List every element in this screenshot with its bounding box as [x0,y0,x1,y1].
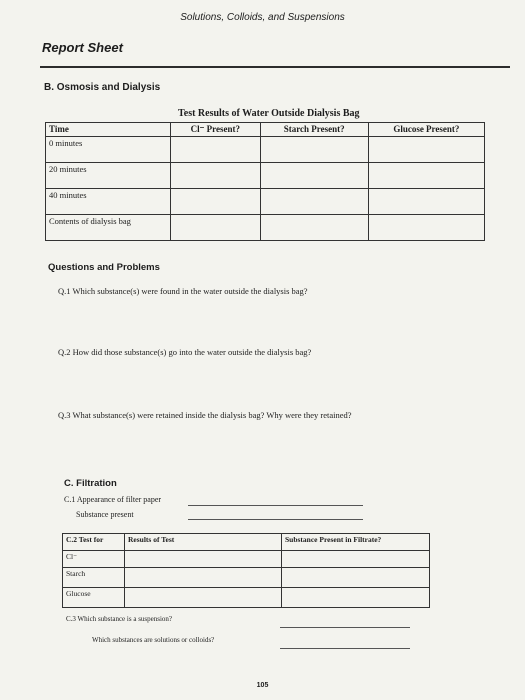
answer-cell[interactable] [125,588,282,608]
filtration-table [62,533,430,608]
report-sheet-title: Report Sheet [42,40,123,55]
table-row [46,189,485,215]
question-2: Q.2 How did those substance(s) go into the water outside the dialysis bag? [58,347,312,357]
answer-cell[interactable] [260,137,368,163]
table-row [63,568,430,588]
header-starch: Starch Present? [260,123,368,137]
c1-answer-line[interactable] [188,505,363,506]
answer-cell[interactable] [171,137,261,163]
c1-substance-line[interactable] [188,519,363,520]
answer-cell[interactable] [368,189,484,215]
answer-cell[interactable] [260,215,368,241]
row-label: Cl⁻ [63,551,125,568]
answer-cell[interactable] [260,163,368,189]
question-3: Q.3 What substance(s) were retained inside the dialysis bag? Why were they retained? [58,410,352,420]
table-row [46,163,485,189]
answer-cell[interactable] [171,215,261,241]
row-label: Starch [63,568,125,588]
answer-cell[interactable] [282,568,430,588]
answer-cell[interactable] [171,189,261,215]
answer-cell[interactable] [125,568,282,588]
c1-prompt: C.1 Appearance of filter paper [64,495,162,504]
row-label: Glucose [63,588,125,608]
questions-title: Questions and Problems [48,262,160,273]
section-c-title: C. Filtration [64,478,117,489]
table-row [63,551,430,568]
header-time: Time [46,123,171,137]
header-test-for: C.2 Test for [63,534,125,551]
c3-solutions-line[interactable] [280,648,410,649]
table-header-row [46,123,485,137]
row-label: Contents of dialysis bag [46,215,171,241]
row-label: 20 minutes [46,163,171,189]
answer-cell[interactable] [125,551,282,568]
title-rule [40,66,510,68]
c3-answer-line[interactable] [280,627,410,628]
answer-cell[interactable] [171,163,261,189]
c3-prompt: C.3 Which substance is a suspension? [66,615,173,623]
answer-cell[interactable] [368,137,484,163]
c1-substance-prompt: Substance present [76,510,134,519]
answer-cell[interactable] [282,588,430,608]
answer-cell[interactable] [282,551,430,568]
page-number: 105 [256,682,269,689]
chapter-header: Solutions, Colloids, and Suspensions [180,12,345,23]
table-row [46,215,485,241]
answer-cell[interactable] [368,215,484,241]
dialysis-table-title: Test Results of Water Outside Dialysis Bag [178,108,360,119]
header-results: Results of Test [125,534,282,551]
dialysis-results-table [45,122,485,241]
table-row [46,137,485,163]
answer-cell[interactable] [260,189,368,215]
c3-solutions-prompt: Which substances are solutions or colloids? [92,636,215,644]
table-row [63,588,430,608]
header-cl: Cl⁻ Present? [171,123,261,137]
question-1: Q.1 Which substance(s) were found in the water outside the dialysis bag? [58,286,308,296]
answer-cell[interactable] [368,163,484,189]
table-header-row [63,534,430,551]
header-filtrate: Substance Present in Filtrate? [282,534,430,551]
row-label: 40 minutes [46,189,171,215]
header-glucose: Glucose Present? [368,123,484,137]
row-label: 0 minutes [46,137,171,163]
section-b-title: B. Osmosis and Dialysis [44,82,161,93]
